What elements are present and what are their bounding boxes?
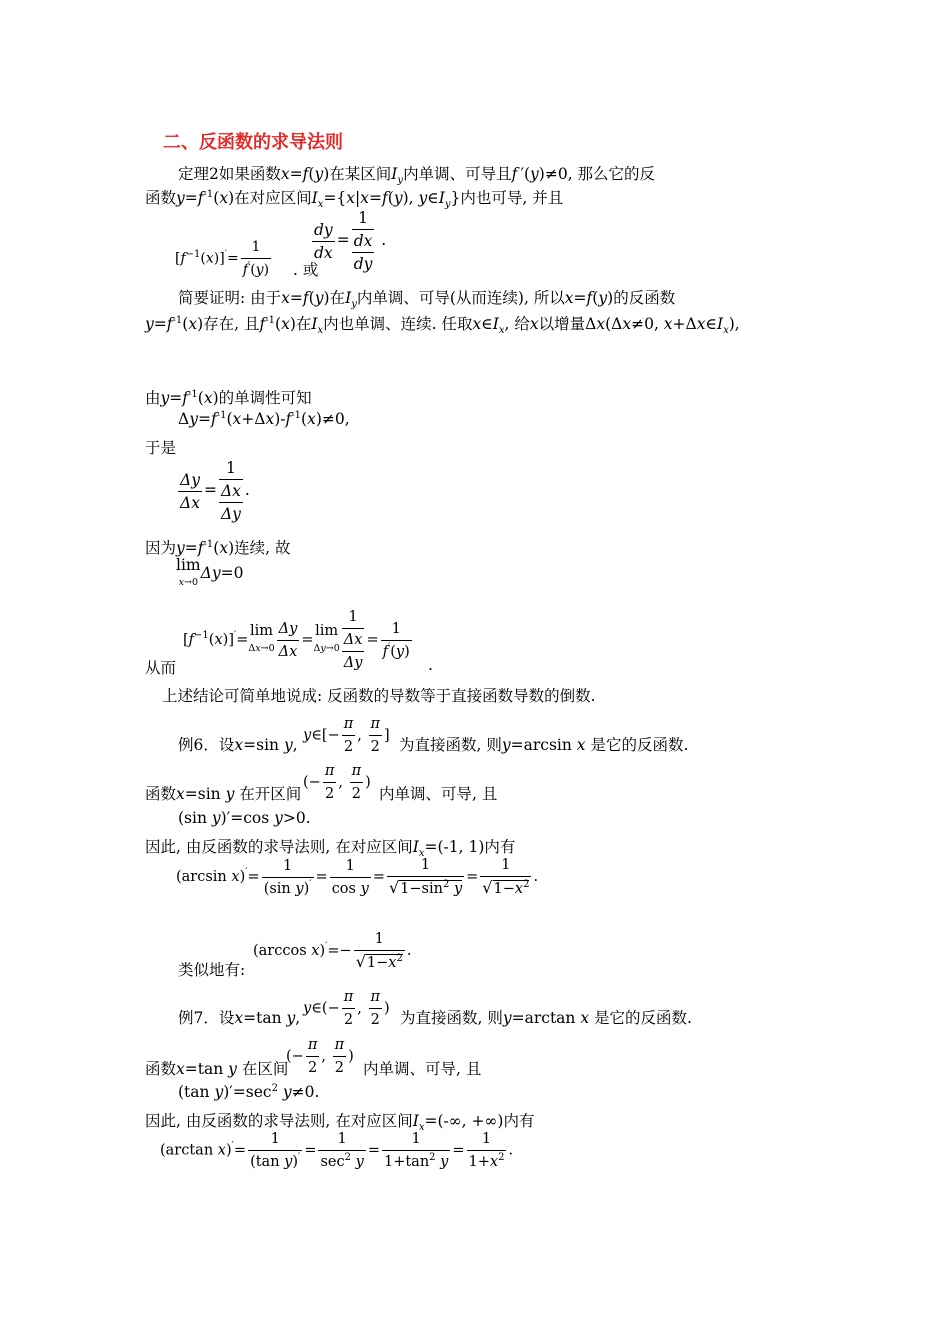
proof-monotonic: 由$y=f^{-1}(x)$的单调性可知 xyxy=(145,388,312,407)
period: . xyxy=(428,656,433,674)
ex7-line-1b: 为直接函数, 则y=arctan x 是它的反函数. xyxy=(400,1009,692,1027)
ex6-domain: y∈[− $\frac{\pi}{2}$ , $\frac{\pi}{2}$ ] xyxy=(303,713,390,758)
ex6-line-3: 因此, 由反函数的求导法则, 在对应区间$I_x=(-1$, 1)内有 xyxy=(145,838,516,860)
ex6-line-1a: 例6．设x=sin y, xyxy=(178,736,298,754)
ex6-line-2b: 内单调、可导, 且 xyxy=(379,785,498,803)
formula-limit: lim x→0 Δy=0 xyxy=(176,556,244,588)
ex7-line-2a: 函数x=tan y 在区间 xyxy=(145,1060,289,1078)
summary: 上述结论可简单地说成: 反函数的导数等于直接函数导数的倒数. xyxy=(162,687,596,705)
formula-arctan: (arctan x)′= $\frac{1}{(\tan y)'}$ = $\frac{1}{\sec^2 y}$ = $\frac{1}{1+\tan^2 y}$ = $\frac{1}{1+x^2}$ . xyxy=(160,1128,513,1173)
formula-arcsin: (arcsin x)′= $\frac{1}{(\sin y)'}$ = $\frac{1}{\text{cos y}}$ = $\frac{1}{√1-\sin^2 y}$ = $\frac{1}{√1-x^2}$ . xyxy=(176,854,538,900)
formula-inverse-derivative: $[f^{-1}(x)]'=$ $\frac{1}{f'(y)}$ xyxy=(175,236,273,281)
proof-yushi: 于是 xyxy=(145,439,177,457)
theorem-line-2: 函数$y=f^{-1}(x)$在对应区间$I_x=\{x|x=f(y)$, $y\in I_y$}内也可导, 并且 xyxy=(145,188,564,211)
ex7-domain: y∈(− $\frac{\pi}{2}$ , $\frac{\pi}{2}$ ) xyxy=(303,986,390,1031)
formula-dy-dx: $\frac{dy}{dx}$ = 1 dx dy . xyxy=(314,209,387,273)
ex7-tan-derivative: (tan $y)'=\sec^2$ y≠0. xyxy=(178,1082,320,1101)
proof-line-2: $y=f^{-1}(x)$存在, 且$f^{-1}(x)$在$I_x$内也单调、连续. 任取$x\in I_x$, 给x以增量Δx(Δx≠0, $x+\Delta x\in I_x$), xyxy=(145,314,740,337)
ex6-line-2a: 函数x=sin y 在开区间 xyxy=(145,785,302,803)
formula-limit-derivative: $[f^{-1}(x)]'=\lim$ Δx→0 $\frac{\Delta y}{\Delta x}$ =lim Δy→0 1 Δx Δy = $\frac{1}{f'(y)}$ xyxy=(183,606,414,674)
ex7-line-1a: 例7．设x=tan y, xyxy=(178,1009,301,1027)
formula-delta-ratio: $\frac{\Delta y}{\Delta x}$ = 1 Δx Δy . xyxy=(180,459,250,523)
section-title: 二、反函数的求导法则 xyxy=(163,132,343,153)
proof-congre: 从而 xyxy=(145,659,177,677)
ex6-open-interval: (− $\frac{\pi}{2}$ , $\frac{\pi}{2}$ ) xyxy=(303,760,371,805)
ex7-line-3: 因此, 由反函数的求导法则, 在对应区间$I_x=(-\infty$, +∞)内有 xyxy=(145,1112,535,1134)
proof-continuous: 因为$y=f^{-1}(x)$连续, 故 xyxy=(145,538,291,557)
theorem-line-1: 定理2如果函数x=f(y)在某区间$I_y$内单调、可导且f ′(y)≠0, 那么它的反 xyxy=(178,165,656,187)
ex7-line-2b: 内单调、可导, 且 xyxy=(363,1060,482,1078)
ex6-line-1b: 为直接函数, 则y=arcsin x 是它的反函数. xyxy=(399,736,689,754)
ex6-sin-derivative: (sin y)′=cos y>0. xyxy=(178,809,311,827)
formula-delta-y: $\Delta y=f^{-1}(x+\Delta x)-f^{-1}(x)\ne 0$, xyxy=(178,409,350,428)
formula-arccos: (arccos x)′=− $\frac{1}{√1-x^2}$ . xyxy=(253,928,411,974)
or-text: . 或 xyxy=(293,261,319,279)
proof-line-1: 简要证明: 由于x=f(y)在$I_y$内单调、可导(从而连续), 所以x=f(y)的反函数 xyxy=(178,289,676,311)
ex7-interval: (− $\frac{\pi}{2}$ , $\frac{\pi}{2}$ ) xyxy=(286,1034,354,1079)
similar-text: 类似地有: xyxy=(178,961,246,979)
